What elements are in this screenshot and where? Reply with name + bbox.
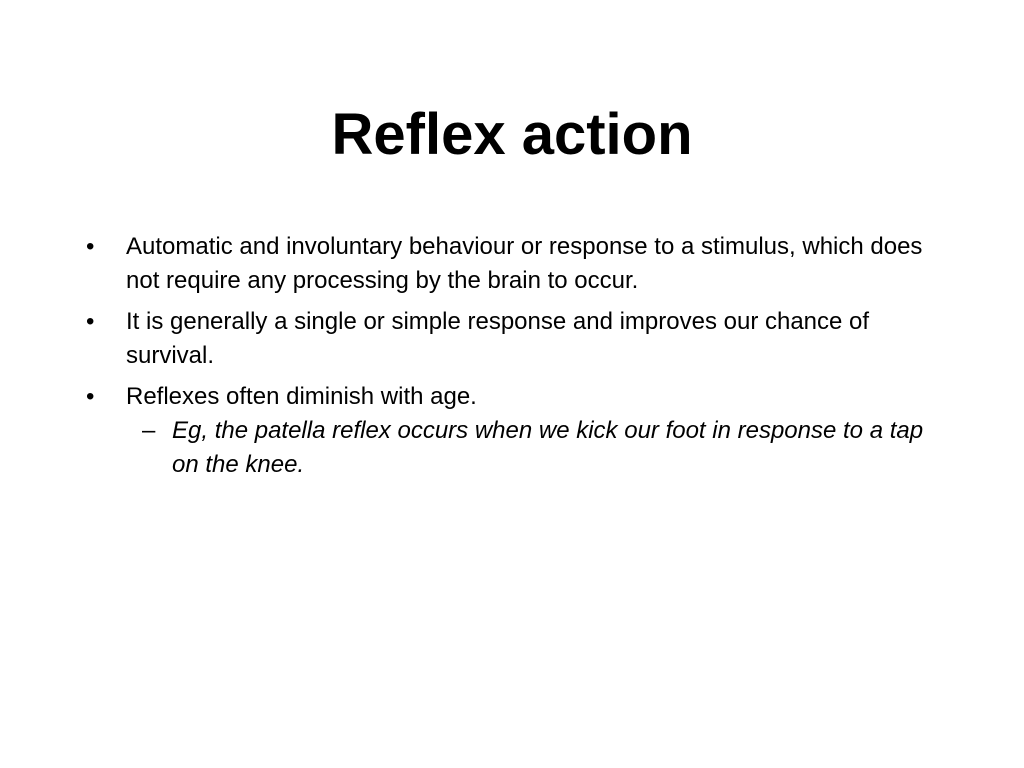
- bullet-item: [86, 380, 946, 482]
- bullet-text: It is generally a single or simple response and improves our chance of survival.: [126, 308, 870, 369]
- slide-title: Reflex action: [331, 102, 693, 167]
- bullet-text: Reflexes often diminish with age.: [126, 383, 477, 410]
- bullet-icon: •: [86, 308, 95, 335]
- bullet-icon: •: [86, 383, 95, 410]
- sub-bullet-item: [86, 414, 946, 482]
- bullet-list: [86, 230, 946, 489]
- dash-icon: –: [142, 417, 156, 444]
- bullet-text: Automatic and involuntary behaviour or response to a stimulus, which does not require any processing by the brain to occur.: [126, 233, 923, 294]
- sub-bullet-text: Eg, the patella reflex occurs when we kick our foot in response to a tap on the knee.: [172, 417, 924, 478]
- bullet-item: [86, 230, 946, 298]
- bullet-icon: •: [86, 233, 95, 260]
- bullet-item: [86, 305, 946, 373]
- sub-bullet-list: [86, 414, 946, 482]
